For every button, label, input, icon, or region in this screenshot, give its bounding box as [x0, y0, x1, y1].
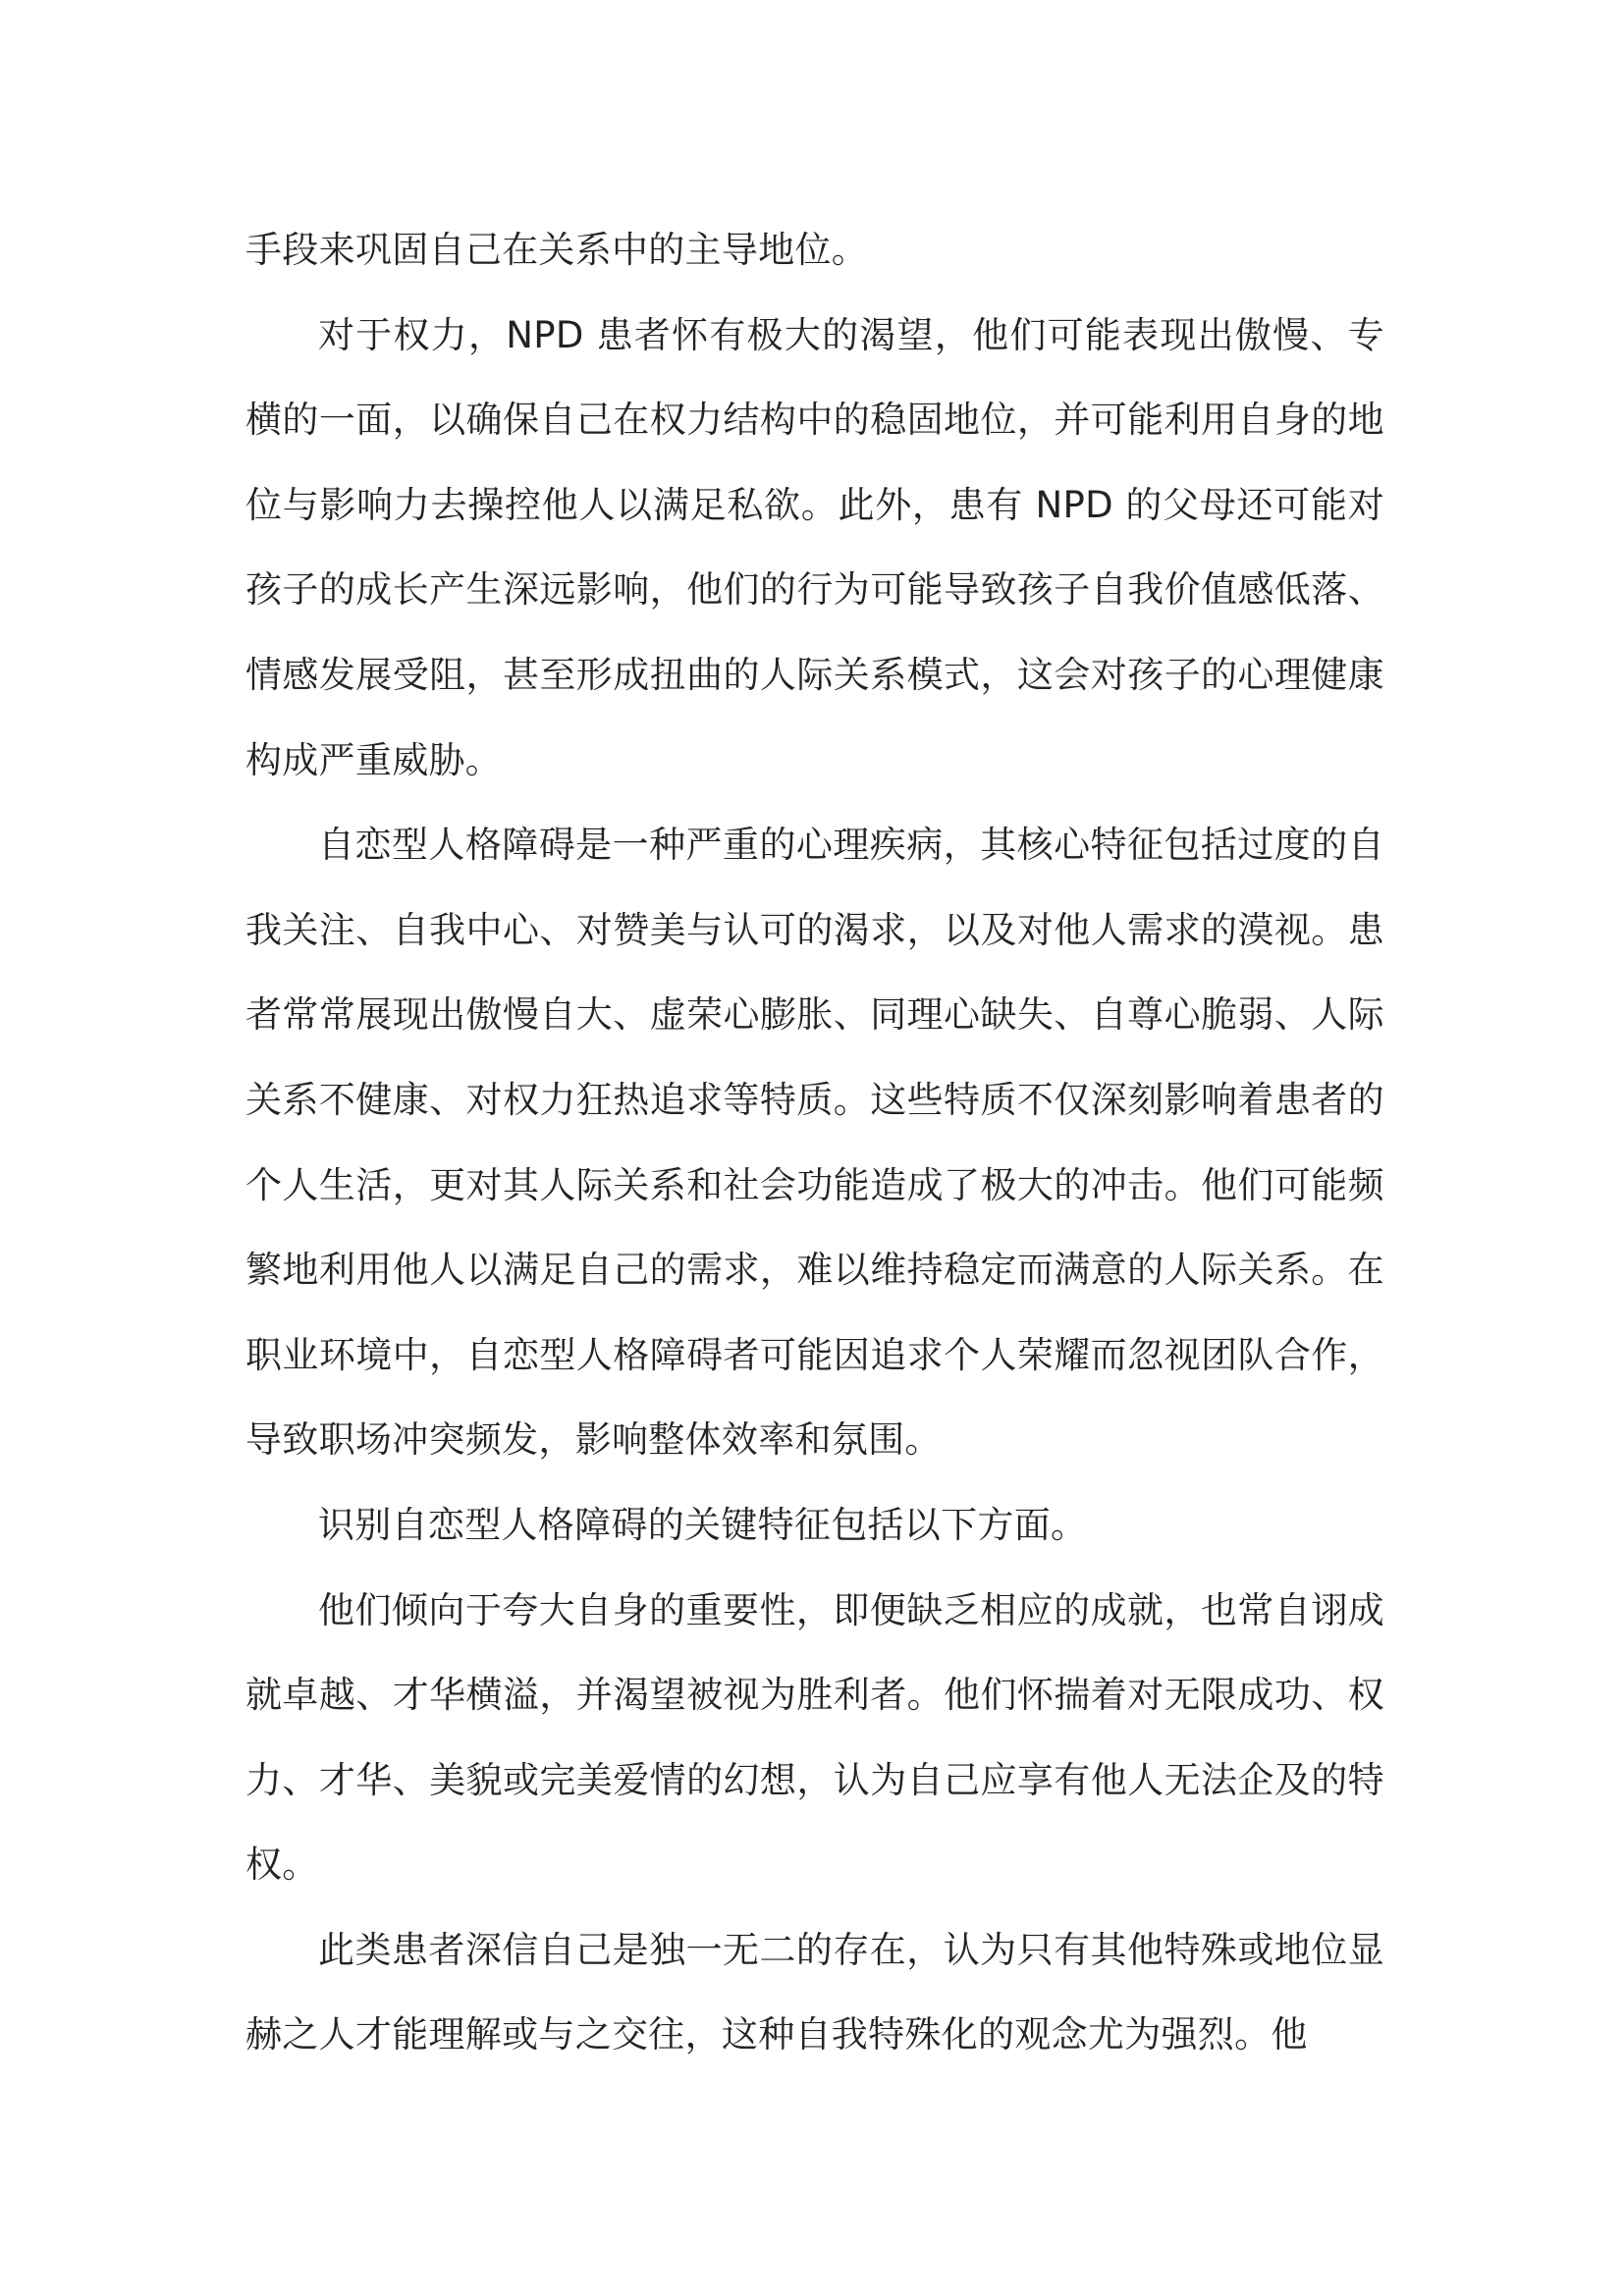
paragraph: 对于权力，NPD 患者怀有极大的渴望，他们可能表现出傲慢、专横的一面，以确保自己在权力结构中的稳固地位，并可能利用自身的地位与影响力去操控他人以满足私欲。此外，患有 NPD 的父母还可能对孩子的成长产生深远影响，他们的行为可能导致孩子自我价值感低落、情感发展受阻，甚至形成扭曲的人际关系模式，这会对孩子的心理健康构成严重威胁。	[245, 313, 1384, 781]
paragraph: 他们倾向于夸大自身的重要性，即便缺乏相应的成就，也常自诩成就卓越、才华横溢，并渴望被视为胜利者。他们怀揣着对无限成功、权力、才华、美貌或完美爱情的幻想，认为自己应享有他人无法企及的特权。	[245, 1588, 1384, 1887]
document-body	[245, 208, 1384, 2078]
paragraph: 自恋型人格障碍是一种严重的心理疾病，其核心特征包括过度的自我关注、自我中心、对赞美与认可的渴求，以及对他人需求的漠视。患者常常展现出傲慢自大、虚荣心膨胀、同理心缺失、自尊心脆弱、人际关系不健康、对权力狂热追求等特质。这些特质不仅深刻影响着患者的个人生活，更对其人际关系和社会功能造成了极大的冲击。他们可能频繁地利用他人以满足自己的需求，难以维持稳定而满意的人际关系。在职业环境中，自恋型人格障碍者可能因追求个人荣耀而忽视团队合作，导致职场冲突频发，影响整体效率和氛围。	[245, 824, 1384, 1462]
paragraph: 识别自恋型人格障碍的关键特征包括以下方面。	[318, 1503, 1088, 1546]
paragraph: 此类患者深信自己是独一无二的存在，认为只有其他特殊或地位显赫之人才能理解或与之交往，这种自我特殊化的观念尤为强烈。他	[245, 1928, 1384, 2056]
paragraph: 手段来巩固自己在关系中的主导地位。	[245, 229, 869, 271]
